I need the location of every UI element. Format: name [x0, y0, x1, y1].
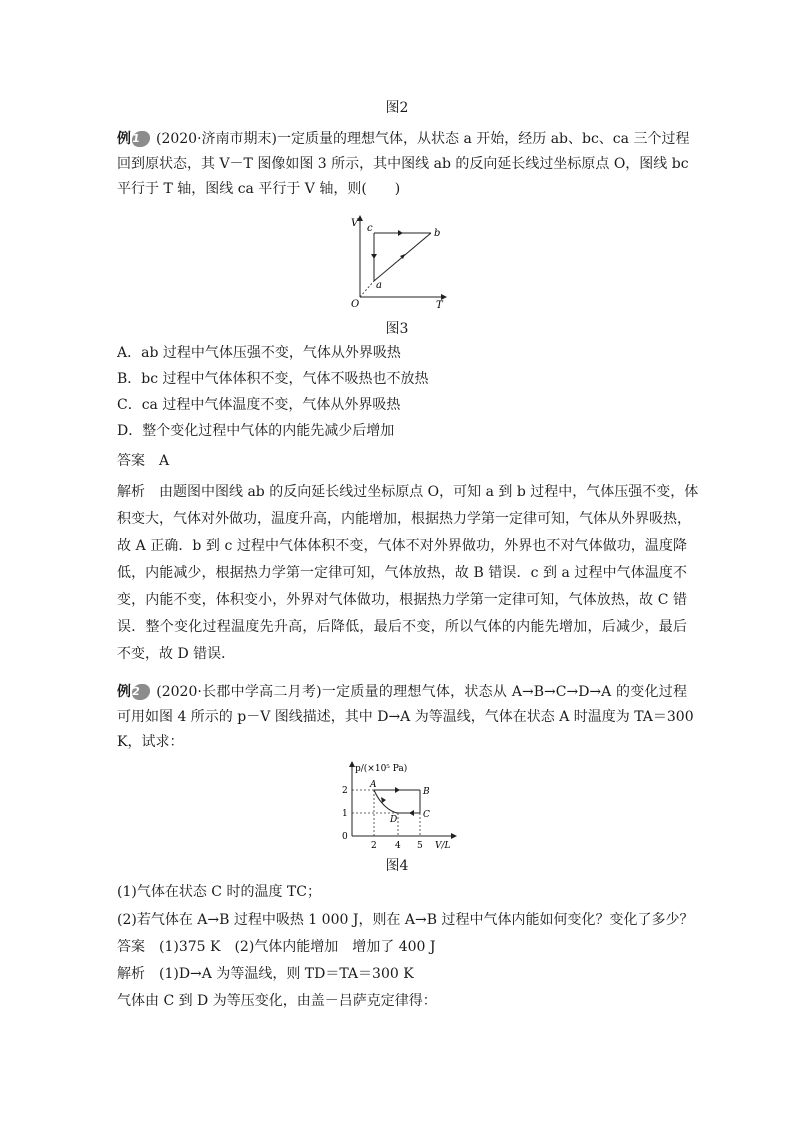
point-b-label: b: [434, 228, 441, 239]
example-2-number-badge: 2: [131, 684, 151, 700]
answer-value: A: [159, 453, 170, 469]
example-1-label: 例: [117, 131, 131, 147]
option-d: D．整个变化过程中气体的内能先减少后增加: [117, 423, 395, 439]
curve-DA: [374, 790, 398, 813]
answer-label: 答案: [117, 453, 145, 469]
arrow-CD: [409, 810, 414, 816]
example-2-label: 例: [117, 684, 132, 700]
figure-4-caption: 图4: [385, 858, 409, 874]
example-2-stem: [117, 680, 694, 755]
example-1-line-3: 平行于 T 轴，图线 ca 平行于 V 轴，则( ): [117, 181, 401, 197]
analysis-2-label: 解析: [117, 966, 145, 982]
origin-extension-dashed: [360, 281, 374, 297]
arrow-ca: [371, 254, 377, 259]
figure-3-vt-graph: [340, 214, 450, 314]
example-2-line-1: [117, 680, 687, 705]
example-2-text-1: (2020·长郡中学高二月考)一定质量的理想气体，状态从 A→B→C→D→A 的变化过程: [156, 684, 687, 700]
arrow-AB: [395, 787, 400, 793]
example-2-line-3: K，试求：: [117, 734, 184, 750]
analysis-line-2: 积变大，气体对外做功，温度升高，内能增加，根据热力学第一定律可知，气体从外界吸热，: [117, 511, 691, 527]
y-tick-0: 0: [342, 832, 348, 842]
y-axis-label: p/(×10⁵ Pa): [355, 764, 408, 774]
example-1-line-2: 回到原状态，其 V－T 图像如图 3 所示，其中图线 ab 的反向延长线过坐标原点 O，图线 bc: [117, 156, 689, 172]
analysis-2-text-1: (1)D→A 为等温线，则 TD＝TA＝300 K: [159, 966, 414, 982]
x-tick-4: 4: [395, 841, 401, 851]
example-1-analysis: [117, 479, 699, 668]
figure-3-caption: 图3: [385, 321, 409, 337]
point-D-label: D: [390, 815, 398, 825]
y-tick-1: 1: [342, 809, 348, 819]
point-c-label: c: [367, 223, 373, 234]
example-1-stem: [117, 127, 690, 202]
figure-4-pv-graph: [330, 760, 470, 852]
analysis-line-4: 低，内能减少，根据热力学第一定律可知，气体放热，故 B 错误．c 到 a 过程中气体温度不: [117, 565, 687, 581]
analysis-line-6: 误．整个变化过程温度先升高，后降低，最后不变，所以气体的内能先增加，后减少，最后: [117, 619, 687, 635]
analysis-label: 解析: [117, 484, 145, 500]
origin-label: O: [351, 299, 360, 310]
question-1: (1)气体在状态 C 时的温度 TC；: [117, 884, 321, 900]
example-2-line-2: 可用如图 4 所示的 p－V 图线描述，其中 D→A 为等温线，气体在状态 A 时温度为 TA＝300: [117, 709, 694, 725]
example-2-answer: [117, 935, 687, 960]
x-axis-label: V/L: [435, 841, 451, 851]
example-1-number-badge: 1: [131, 131, 151, 147]
example-1-line-1: [117, 127, 690, 152]
point-C-label: C: [423, 810, 430, 820]
answer-2-label: 答案: [117, 939, 145, 955]
option-c: C．ca 过程中气体温度不变，气体从外界吸热: [117, 397, 401, 413]
example-1-text-1: (2020·济南市期末)一定质量的理想气体，从状态 a 开始，经历 ab、bc、ca 三个过程: [156, 131, 690, 147]
x-tick-5: 5: [417, 841, 423, 851]
analysis-line-7: 不变，故 D 错误．: [117, 646, 236, 662]
analysis-line-3: 故 A 正确．b 到 c 过程中气体体积不变，气体不对外界做功，外界也不对气体做功，温度降: [117, 538, 687, 554]
analysis-line-5: 变，内能不变，体积变小，外界对气体做功，根据热力学第一定律可知，气体放热，故 C 错: [117, 592, 687, 608]
question-2: (2)若气体在 A→B 过程中吸热 1 000 J，则在 A→B 过程中气体内能如何变化？变化了多少？: [117, 912, 694, 928]
point-a-label: a: [376, 280, 382, 291]
example-1-options: [117, 341, 687, 444]
analysis-text-1: 由题图中图线 ab 的反向延长线过坐标原点 O，可知 a 到 b 过程中，气体压强不变，体: [159, 484, 699, 500]
point-B-label: B: [423, 787, 430, 797]
figure-2-caption: 图2: [385, 100, 409, 116]
answer-2-value: (1)375 K (2)气体内能增加 增加了 400 J: [159, 939, 436, 955]
option-b: B．bc 过程中气体体积不变，气体不吸热也不放热: [117, 371, 429, 387]
point-A-label: A: [370, 780, 377, 790]
arrow-bc: [398, 230, 403, 236]
t-axis-label: T: [436, 300, 443, 311]
example-2-questions: [117, 880, 694, 933]
analysis-2-line-2: 气体由 C 到 D 为等压变化，由盖－吕萨克定律得：: [117, 993, 437, 1009]
y-tick-2: 2: [342, 786, 348, 796]
x-tick-2: 2: [371, 841, 377, 851]
example-2-analysis: [117, 962, 687, 1014]
option-a: A．ab 过程中气体压强不变，气体从外界吸热: [117, 345, 401, 361]
analysis-line-1: [117, 479, 699, 506]
v-axis-label: V: [351, 218, 359, 229]
example-1-answer: [117, 449, 687, 474]
analysis-2-line-1: [117, 962, 687, 987]
